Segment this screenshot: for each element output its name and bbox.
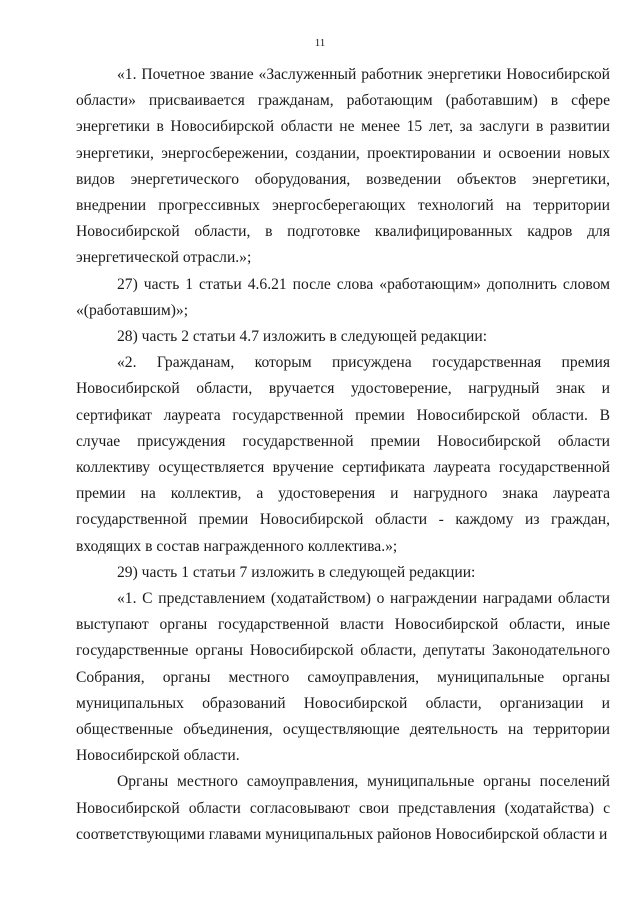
paragraph-local-authorities: Органы местного самоуправления, муниципальные органы поселений Новосибирской области согласовывают свои представления (ходатайства) с соответствующими главами муниципальных районов Новосибирской области и bbox=[76, 773, 610, 843]
paragraph-state-prize-text: «2. Гражданам, которым присуждена государственная премия Новосибирской области, вручается удостоверение, нагрудный знак и сертификат лауреата государственной премии Новосибирской области. В случае присуждения государственной премии Новосибирской области коллективу осуществляется вручение сертификата лауреата государственной премии на коллектив, а удостоверения и нагрудного знака лауреата государственной премии Новосибирской области - каждому из граждан, входящих в состав награжденного коллектива.»; bbox=[76, 354, 610, 555]
paragraph-nomination-submitters: «1. С представлением (ходатайством) о награждении наградами области выступают органы государственной власти Новосибирской области, иные государственные органы Новосибирской области, депутаты Законодательного Собрания, органы местного самоуправления, муниципальные органы муниципальных образований Новосибирской области, организации и общественные объединения, осуществляющие деятельность на территории Новосибирской области. bbox=[76, 590, 610, 765]
paragraph-item-28: 28) часть 2 статьи 4.7 изложить в следующей редакции: bbox=[117, 328, 488, 346]
paragraph-award-title-definition: «1. Почетное звание «Заслуженный работник энергетики Новосибирской области» присваивается гражданам, работающим (работавшим) в сфере энергетики в Новосибирской области не менее 15 лет, за заслуги в развитии энергетики, энергосбережении, создании, проектировании и освоении новых видов энергетического оборудования, возведении объектов энергетики, внедрении прогрессивных энергосберегающих технологий на территории Новосибирской области, в подготовке квалифицированных кадров для энергетической отрасли.»; bbox=[76, 66, 610, 267]
paragraph-item-27: 27) часть 1 статьи 4.6.21 после слова «работающим» дополнить словом «(работавшим)»; bbox=[76, 275, 610, 319]
document-body bbox=[76, 62, 610, 848]
page-number: 11 bbox=[314, 37, 326, 49]
paragraph-item-29: 29) часть 1 статьи 7 изложить в следующей редакции: bbox=[117, 563, 476, 581]
